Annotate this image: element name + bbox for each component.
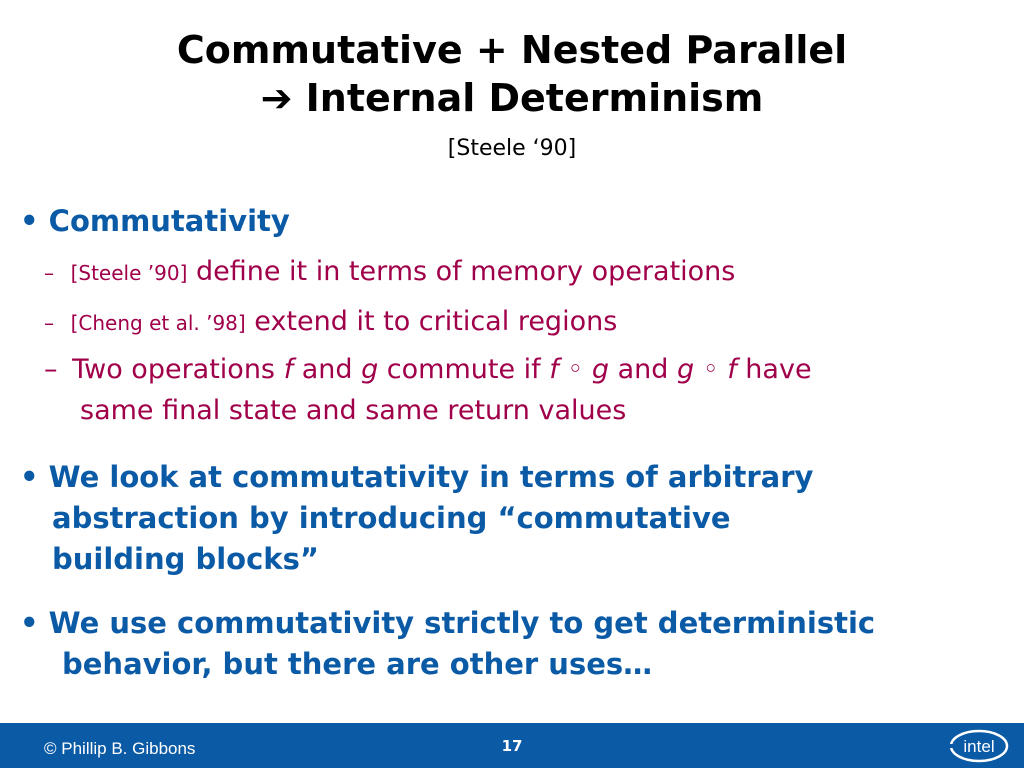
dash-marker: –	[44, 311, 54, 335]
reference: [Cheng et al. ’98]	[70, 311, 246, 335]
citation: [Steele ‘90]	[447, 136, 577, 161]
bullet-1	[20, 204, 290, 238]
title-line-1: Commutative + Nested Parallel	[176, 28, 848, 72]
bullet-1-text: Commutativity	[48, 204, 290, 238]
sub-bullet-1-text: define it in terms of memory operations	[187, 256, 736, 287]
bullet-2-line-2: abstraction by introducing “commutative	[52, 501, 731, 535]
bullet-2-line-1: We look at commutativity in terms of arbitrary	[48, 460, 814, 494]
sub-bullet-1	[44, 256, 735, 287]
bullet-3-line-2: behavior, but there are other uses…	[62, 647, 653, 681]
page-number: 17	[501, 737, 523, 755]
var-g: g	[591, 354, 609, 385]
dash-marker: –	[44, 354, 58, 385]
sub3-text-d: and	[609, 354, 677, 385]
title-line-2	[0, 74, 1024, 122]
bullet-2	[20, 460, 813, 494]
sub3-text-a: Two operations	[72, 354, 284, 385]
arrow-icon: ➔	[260, 76, 293, 120]
bullet-3	[20, 606, 875, 640]
title-line-2-text: Internal Determinism	[305, 76, 764, 120]
footer-bar	[0, 723, 1024, 768]
dash-marker: –	[44, 261, 54, 285]
sub-bullet-2-text: extend it to critical regions	[245, 306, 618, 337]
sub-bullet-3	[44, 354, 812, 385]
sub-bullet-3-line-2: same final state and same return values	[80, 395, 627, 426]
bullet-marker: •	[20, 460, 39, 494]
copyright-text: © Phillip B. Gibbons	[44, 739, 196, 758]
sub3-text-e: have	[736, 354, 812, 385]
var-f: f	[283, 354, 294, 385]
compose-op: ◦	[694, 354, 728, 385]
bullet-2-line-3: building blocks”	[52, 542, 319, 576]
sub-bullet-2	[44, 306, 617, 337]
bullet-marker: •	[20, 204, 39, 238]
var-f: f	[549, 354, 559, 385]
intel-logo-icon	[948, 726, 1010, 766]
bullet-3-line-1: We use commutativity strictly to get deterministic	[48, 606, 876, 640]
slide-title	[0, 26, 1024, 122]
bullet-marker: •	[20, 606, 39, 640]
sub3-text-b: and	[293, 354, 362, 385]
var-g: g	[361, 354, 379, 385]
reference: [Steele ’90]	[70, 261, 188, 285]
compose-op: ◦	[558, 354, 592, 385]
var-g: g	[676, 354, 695, 385]
var-f: f	[727, 354, 737, 385]
sub3-text-c: commute if	[378, 354, 550, 385]
intel-logo-text: intel	[963, 737, 995, 756]
